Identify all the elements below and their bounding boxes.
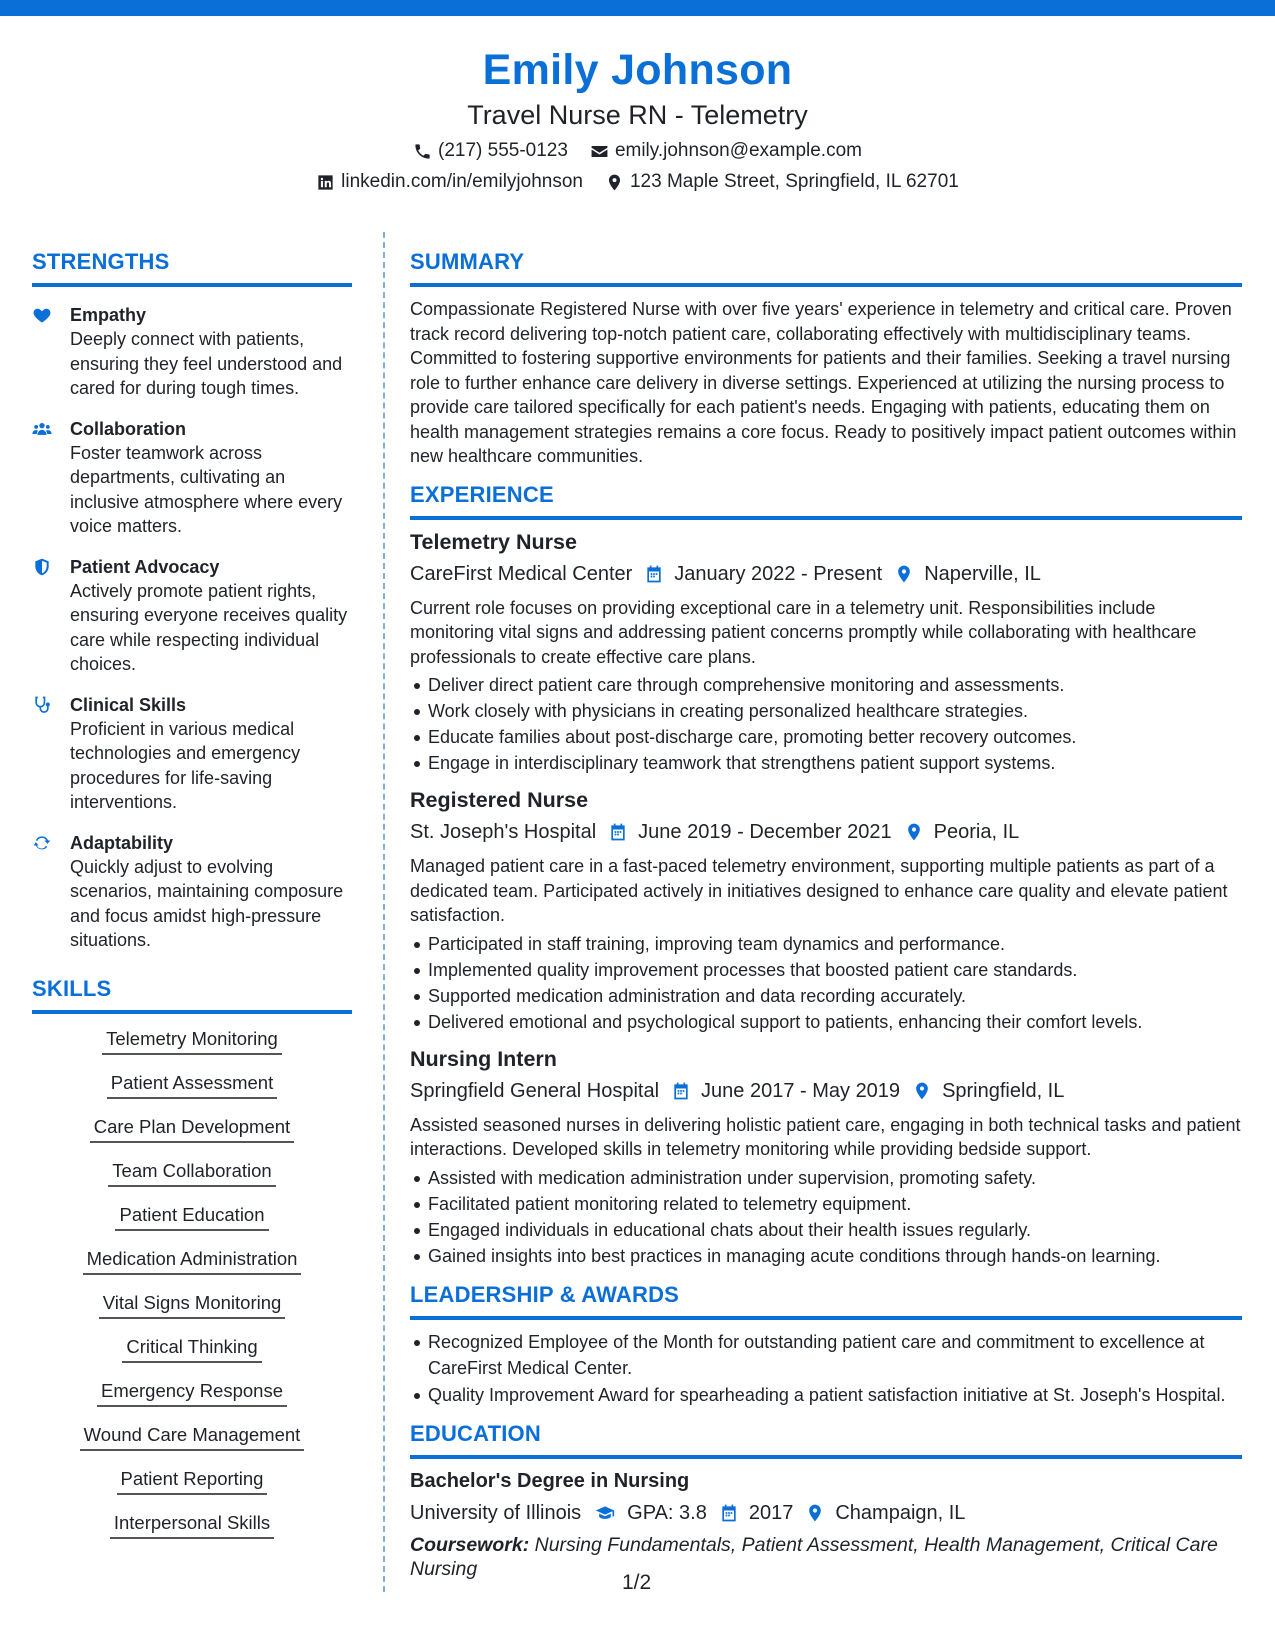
strength-item — [32, 555, 352, 677]
list-item: Facilitated patient monitoring related to telemetry equipment. — [410, 1191, 1242, 1217]
section-rule — [410, 283, 1242, 287]
job-description: Assisted seasoned nurses in delivering holistic patient care, engaging in both technical tasks and patient interactions. Developed skills in telemetry monitoring while providing bedside support. — [410, 1114, 1241, 1159]
shield-icon — [32, 557, 52, 577]
column-divider — [383, 232, 385, 1592]
calendar-icon — [719, 1503, 739, 1523]
job-bullets — [410, 931, 1242, 1035]
skill-tag: Telemetry Monitoring — [102, 1026, 282, 1055]
job-location: Peoria, IL — [933, 821, 1020, 843]
degree-title: Bachelor's Degree in Nursing — [410, 1469, 690, 1492]
strength-title: Clinical Skills — [70, 694, 187, 715]
list-item: Quality Improvement Award for spearheading a patient satisfaction initiative at St. Joseph's Hospital. — [410, 1382, 1242, 1408]
job-meta — [410, 816, 1242, 848]
contact-row-1 — [0, 138, 1275, 164]
phone-icon — [413, 142, 432, 161]
email-text: emily.johnson@example.com — [614, 140, 862, 161]
list-item: Engaged individuals in educational chats about their health issues regularly. — [410, 1217, 1242, 1243]
education-section — [410, 1420, 1242, 1582]
resume-header — [0, 44, 1275, 195]
job-location: Naperville, IL — [924, 562, 1041, 585]
skill-tag: Wound Care Management — [80, 1422, 305, 1451]
linkedin-text: linkedin.com/in/emilyjohnson — [341, 171, 583, 192]
graduation-cap-icon — [593, 1503, 617, 1523]
strength-title: Empathy — [70, 305, 147, 325]
job-title: Registered Nurse — [410, 788, 589, 812]
coursework-label: Coursework: — [410, 1533, 530, 1556]
school-name: University of Illinois — [410, 1501, 582, 1524]
strength-desc: Actively promote patient rights, ensuring everyone receives quality care while respecting individual choices. — [70, 580, 348, 674]
section-rule — [32, 1010, 352, 1014]
job-title: Telemetry Nurse — [410, 529, 577, 554]
heart-icon — [32, 305, 52, 325]
top-accent-bar — [0, 0, 1275, 16]
address-text: 123 Maple Street, Springfield, IL 62701 — [629, 171, 959, 192]
map-pin-icon — [912, 1081, 932, 1101]
job-meta — [410, 558, 1242, 590]
coursework — [410, 1533, 1242, 1582]
employer: St. Joseph's Hospital — [410, 821, 597, 843]
strength-item — [32, 831, 352, 953]
skill-tag: Patient Education — [115, 1202, 268, 1231]
skill-tag: Medication Administration — [83, 1246, 302, 1275]
right-column — [410, 248, 1242, 1582]
coursework-list: Nursing Fundamentals, Patient Assessment, Health Management, Critical Care Nursing — [410, 1533, 1218, 1580]
list-item: Participated in staff training, improving team dynamics and performance. — [410, 931, 1242, 957]
graduation-year: 2017 — [748, 1501, 794, 1524]
experience-heading: EXPERIENCE — [410, 481, 554, 507]
job-bullets — [410, 1165, 1242, 1269]
job-dates: June 2019 - December 2021 — [638, 821, 892, 843]
skill-tag: Patient Reporting — [117, 1466, 268, 1495]
gpa: GPA: 3.8 — [627, 1501, 707, 1524]
strengths-heading: STRENGTHS — [32, 249, 170, 274]
skills-section — [32, 975, 352, 1554]
summary-section — [410, 248, 1242, 469]
skill-tag: Care Plan Development — [90, 1114, 294, 1143]
job-description: Managed patient care in a fast-paced telemetry environment, supporting multiple patients as part of a dedicated team. Participated actively in initiatives designed to enhance care quality and elevate patient satisfaction. — [410, 856, 1228, 925]
experience-section — [410, 481, 1242, 1269]
list-item: Educate families about post-discharge care, promoting better recovery outcomes. — [410, 724, 1242, 750]
list-item: Supported medication administration and data recording accurately. — [410, 983, 1242, 1009]
strength-desc: Proficient in various medical technologies and emergency procedures for life-saving interventions. — [70, 718, 301, 812]
strength-item — [32, 417, 352, 539]
calendar-icon — [608, 822, 628, 842]
strength-desc: Deeply connect with patients, ensuring they feel understood and cared for during tough times. — [70, 329, 343, 398]
strength-title: Patient Advocacy — [70, 556, 220, 577]
strength-item — [32, 693, 352, 815]
email-contact[interactable] — [590, 138, 862, 164]
job-entry — [410, 528, 1242, 777]
job-bullets — [410, 672, 1242, 776]
address-contact — [605, 169, 959, 195]
list-item: Delivered emotional and psychological support to patients, enhancing their comfort levels. — [410, 1009, 1242, 1035]
linkedin-contact[interactable] — [316, 169, 583, 195]
strength-desc: Foster teamwork across departments, cultivating an inclusive atmosphere where every voice matters. — [70, 442, 343, 536]
list-item: Work closely with physicians in creating personalized healthcare strategies. — [410, 698, 1242, 724]
employer: Springfield General Hospital — [410, 1079, 660, 1102]
skills-heading: SKILLS — [32, 975, 112, 1001]
summary-text: Compassionate Registered Nurse with over five years' experience in telemetry and critical care. Proven track record delivering top-notch patient care, collaborating effectively with multidisciplinary teams. Committed to fostering supportive environments for patients and their families. Seeking a travel nursing role to further enhance care delivery in diverse settings. Experienced at utilizing the nursing process to provide care tailored specifically for each patient's needs. Engaging with patients, educating them on health management strategies remains a core focus. Ready to positively impact patient outcomes within new healthcare communities. — [410, 299, 1237, 466]
strengths-section — [32, 248, 352, 953]
list-item: Deliver direct patient care through comprehensive monitoring and assessments. — [410, 672, 1242, 698]
awards-list — [410, 1329, 1242, 1408]
list-item: Engage in interdisciplinary teamwork that strengthens patient support systems. — [410, 750, 1242, 776]
phone-text: (217) 555-0123 — [438, 140, 568, 161]
section-rule — [410, 516, 1242, 520]
skill-tag: Patient Assessment — [107, 1070, 277, 1099]
job-title: Nursing Intern — [410, 1046, 557, 1071]
left-column — [32, 248, 352, 1554]
awards-heading: LEADERSHIP & AWARDS — [410, 1281, 680, 1307]
skill-tag: Interpersonal Skills — [110, 1510, 274, 1539]
contact-row-2 — [0, 169, 1275, 195]
list-item: Assisted with medication administration under supervision, promoting safety. — [410, 1165, 1242, 1191]
skills-list — [32, 1026, 352, 1554]
strength-title: Collaboration — [70, 418, 186, 439]
calendar-icon — [644, 564, 664, 584]
candidate-title: Travel Nurse RN - Telemetry — [467, 100, 808, 130]
list-item: Gained insights into best practices in managing acute conditions through hands-on learning. — [410, 1243, 1242, 1269]
page-number: 1/2 — [622, 1571, 652, 1594]
education-heading: EDUCATION — [410, 1420, 541, 1446]
list-item: Implemented quality improvement processes that boosted patient care standards. — [410, 957, 1242, 983]
calendar-icon — [671, 1081, 691, 1101]
sync-icon — [32, 833, 52, 853]
linkedin-icon — [316, 173, 335, 192]
job-meta — [410, 1075, 1242, 1107]
strength-title: Adaptability — [70, 832, 174, 853]
strength-item — [32, 303, 352, 401]
employer: CareFirst Medical Center — [410, 562, 633, 585]
map-pin-icon — [894, 564, 914, 584]
strength-desc: Quickly adjust to evolving scenarios, maintaining composure and focus amidst high-pressure situations. — [70, 856, 344, 950]
list-item: Recognized Employee of the Month for outstanding patient care and commitment to excellence at CareFirst Medical Center. — [410, 1329, 1242, 1381]
awards-section — [410, 1281, 1242, 1408]
users-icon — [32, 419, 52, 439]
section-rule — [32, 283, 352, 287]
school-location: Champaign, IL — [835, 1501, 966, 1524]
skill-tag: Critical Thinking — [122, 1334, 261, 1363]
education-meta — [410, 1497, 1242, 1529]
map-pin-icon — [904, 822, 924, 842]
summary-heading: SUMMARY — [410, 249, 525, 274]
section-rule — [410, 1455, 1242, 1459]
stethoscope-icon — [32, 695, 52, 715]
skill-tag: Emergency Response — [97, 1378, 287, 1407]
job-dates: June 2017 - May 2019 — [701, 1079, 901, 1102]
section-rule — [410, 1316, 1242, 1320]
job-description: Current role focuses on providing exceptional care in a telemetry unit. Responsibilities include monitoring vital signs and addressing patient concerns promptly while collaborating with healthcare professionals to create effective care plans. — [410, 597, 1197, 667]
job-entry — [410, 786, 1242, 1035]
map-pin-icon — [805, 1503, 825, 1523]
map-pin-icon — [605, 173, 624, 192]
job-dates: January 2022 - Present — [674, 562, 883, 585]
phone-contact[interactable] — [413, 138, 568, 164]
envelope-icon — [590, 142, 609, 161]
skill-tag: Team Collaboration — [108, 1158, 275, 1187]
skill-tag: Vital Signs Monitoring — [99, 1290, 286, 1319]
job-location: Springfield, IL — [942, 1079, 1065, 1102]
candidate-name: Emily Johnson — [482, 46, 793, 94]
job-entry — [410, 1045, 1242, 1269]
